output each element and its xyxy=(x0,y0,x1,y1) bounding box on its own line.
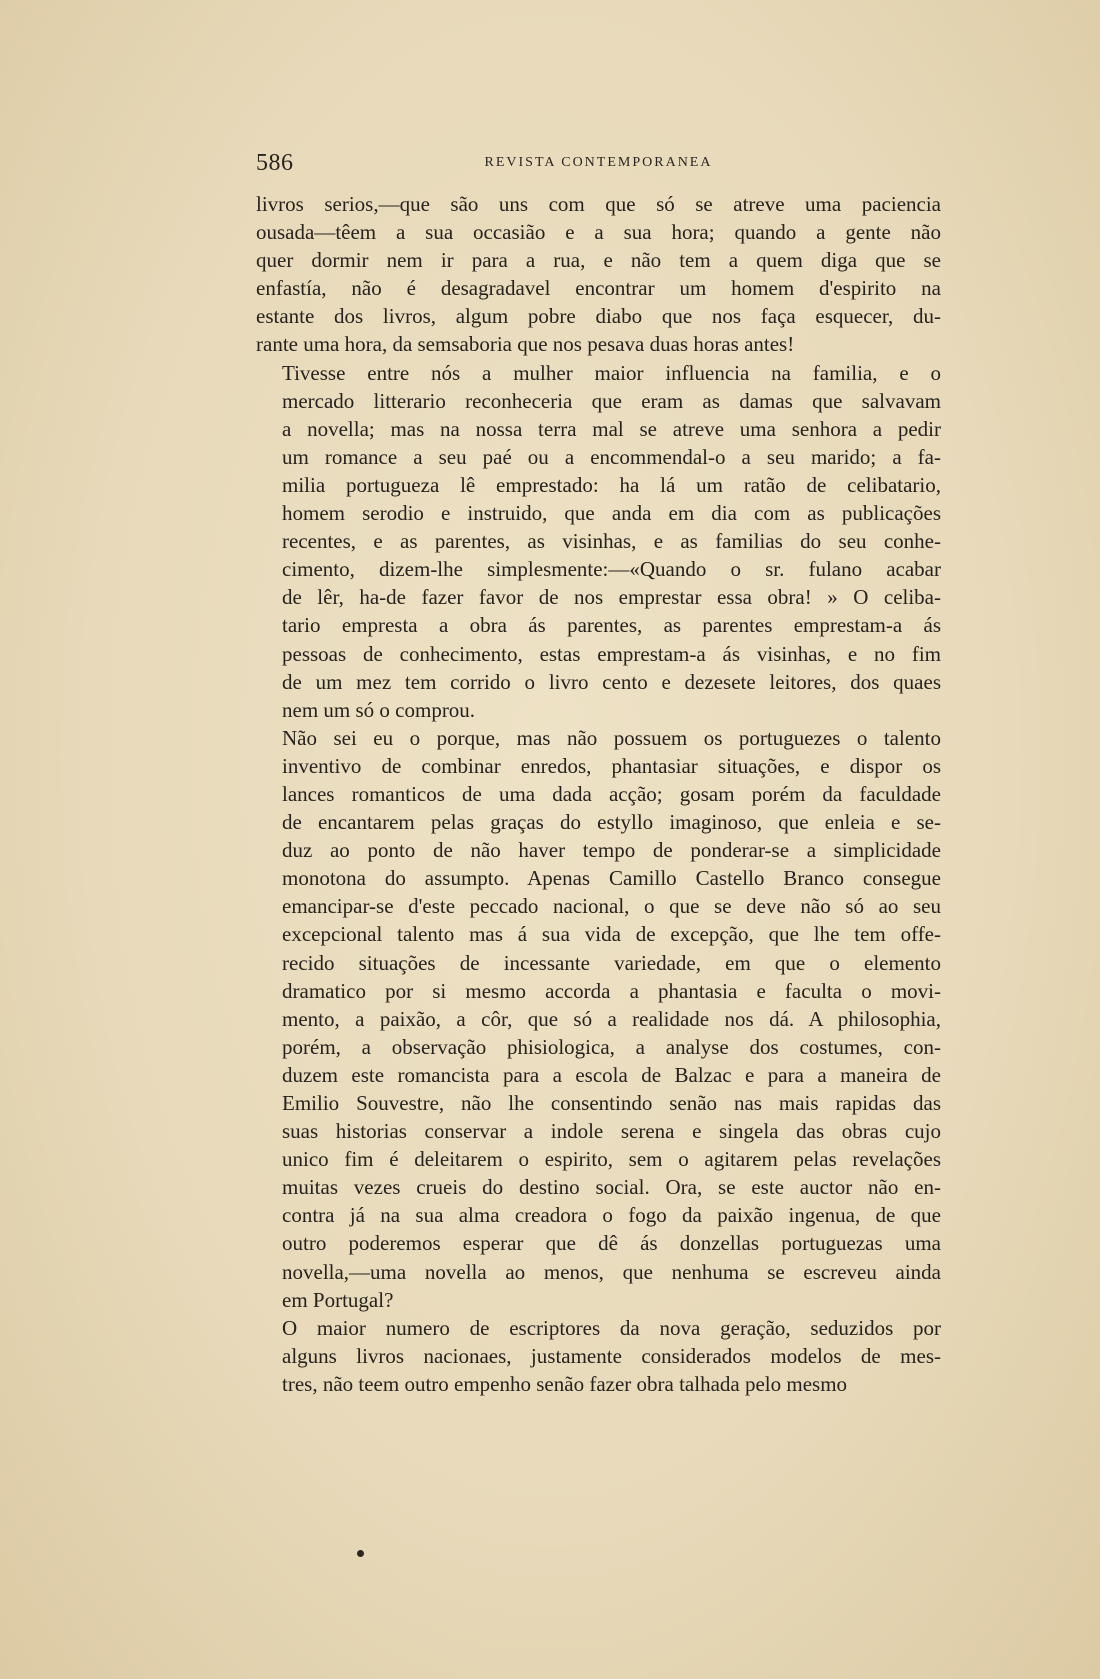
text-line: outro poderemos esperar que dê ás donzellas portuguezas uma xyxy=(282,1231,941,1256)
page-number: 586 xyxy=(256,150,294,176)
text-line: duzem este romancista para a escola de Balzac e para a maneira de xyxy=(282,1062,941,1087)
text-line: um romance a seu paé ou a encommendal-o a seu marido; a fa- xyxy=(282,444,941,469)
text-line: monotona do assumpto. Apenas Camillo Castello Branco consegue xyxy=(282,866,941,891)
text-line: recido situações de incessante variedade, em que o elemento xyxy=(282,950,941,975)
text-line: enfastía, não é desagradavel encontrar um homem d'espirito na xyxy=(256,276,941,301)
text-line: a novella; mas na nossa terra mal se atreve uma senhora a pedir xyxy=(282,416,941,441)
text-line: rante uma hora, da semsaboria que nos pesava duas horas antes! xyxy=(256,332,795,357)
text-line: lances romanticos de uma dada acção; gosam porém da faculdade xyxy=(282,781,941,806)
text-line: muitas vezes crueis do destino social. Ora, se este auctor não en- xyxy=(282,1175,941,1200)
paragraph xyxy=(256,724,941,1314)
text-line: Não sei eu o porque, mas não possuem os portuguezes o talento xyxy=(282,725,941,750)
page-header xyxy=(256,148,941,178)
text-line: livros serios,—que são uns com que só se atreve uma paciencia xyxy=(256,192,941,216)
text-line: Emilio Souvestre, não lhe consentindo senão nas mais rapidas das xyxy=(282,1091,941,1115)
text-line: ousada—têem a sua occasião e a sua hora; quando a gente não xyxy=(256,220,941,245)
text-line: Tivesse entre nós a mulher maior influencia na familia, e o xyxy=(282,360,941,385)
text-line: recentes, e as parentes, as visinhas, e as familias do seu conhe- xyxy=(282,529,941,554)
text-line: milia portugueza lê emprestado: ha lá um ratão de celibatario, xyxy=(282,472,941,497)
paragraph xyxy=(256,1314,941,1398)
paragraph xyxy=(256,190,941,359)
text-line: nem um só o comprou. xyxy=(282,697,476,722)
text-line: inventivo de combinar enredos, phantasiar situações, e dispor os xyxy=(282,753,941,778)
text-line: excepcional talento mas á sua vida de excepção, que lhe tem offe- xyxy=(282,922,941,947)
text-line: de lêr, ha-de fazer favor de nos emprestar essa obra! » O celiba- xyxy=(282,585,941,610)
ink-speck xyxy=(357,1550,364,1557)
text-line: dramatico por si mesmo accorda a phantasia e faculta o movi- xyxy=(282,978,941,1003)
body-text xyxy=(256,190,941,1398)
text-line: tario empresta a obra ás parentes, as parentes emprestam-a ás xyxy=(282,613,941,638)
text-line: mercado litterario reconheceria que eram as damas que salvavam xyxy=(282,388,941,413)
text-line: mento, a paixão, a côr, que só a realidade nos dá. A philosophia, xyxy=(282,1006,941,1031)
text-line: quer dormir nem ir para a rua, e não tem a quem diga que se xyxy=(256,248,941,273)
text-line: unico fim é deleitarem o espirito, sem o agitarem pelas revelações xyxy=(282,1147,941,1172)
running-title: REVISTA CONTEMPORANEA xyxy=(484,155,713,170)
text-line: de encantarem pelas graças do estyllo imaginoso, que enleia e se- xyxy=(282,810,941,835)
text-line: suas historias conservar a indole serena e singela das obras cujo xyxy=(282,1119,941,1144)
text-line: tres, não teem outro empenho senão fazer obra talhada pelo mesmo xyxy=(282,1371,848,1396)
text-line: O maior numero de escriptores da nova geração, seduzidos por xyxy=(282,1315,941,1340)
text-line: emancipar-se d'este peccado nacional, o que se deve não só ao seu xyxy=(282,894,941,919)
text-line: em Portugal? xyxy=(282,1287,394,1312)
text-line: novella,—uma novella ao menos, que nenhuma se escreveu ainda xyxy=(282,1259,941,1284)
text-line: alguns livros nacionaes, justamente considerados modelos de mes- xyxy=(282,1343,941,1368)
text-line: de um mez tem corrido o livro cento e dezesete leitores, dos quaes xyxy=(282,669,941,694)
text-line: duz ao ponto de não haver tempo de ponderar-se a simplicidade xyxy=(282,838,941,863)
paragraph xyxy=(256,359,941,724)
text-line: porém, a observação phisiologica, a analyse dos costumes, con- xyxy=(282,1034,941,1059)
text-line: estante dos livros, algum pobre diabo que nos faça esquecer, du- xyxy=(256,304,941,329)
text-line: cimento, dizem-lhe simplesmente:—«Quando o sr. fulano acabar xyxy=(282,557,941,582)
text-line: homem serodio e instruido, que anda em dia com as publicações xyxy=(282,501,941,526)
text-line: pessoas de conhecimento, estas emprestam-a ás visinhas, e no fim xyxy=(282,641,941,666)
text-line: contra já na sua alma creadora o fogo da paixão ingenua, de que xyxy=(282,1203,941,1228)
